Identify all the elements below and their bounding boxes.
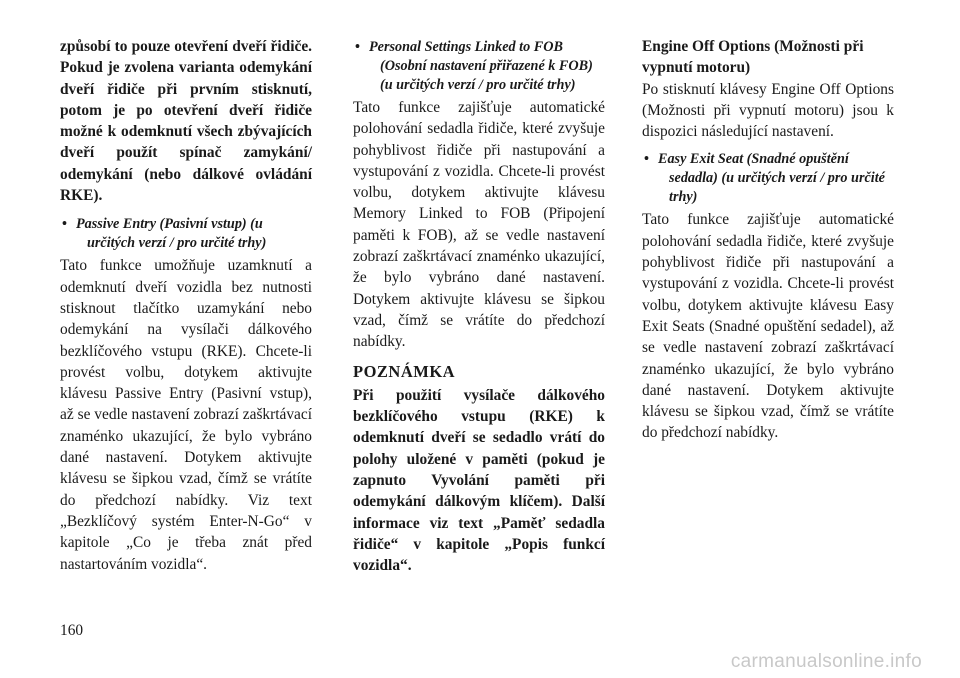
personal-settings-body: Tato funkce zajišťuje automatické polohování sedadla řidiče, které zvyšuje pohyblivost řidiče při nastupování a vystupování z vozidla. Chcete-li provést volbu, dotykem aktivujte klávesu Memory Linked to FOB (Připojení paměti k FOB), až se vedle nastavení zobrazí zaškrtávací znaménko ukazující, že bylo vybráno dané nastavení. Dotykem aktivujte klávesu se šipkou vzad, čímž se vrátíte do předchozí nabídky. [353,99,605,351]
passive-entry-body: Tato funkce umožňuje uzamknutí a odemknutí dveří vozidla bez nutnosti stisknout tlačítko uzamykání nebo odemykání na vysílači dálkového bezklíčového vstupu (RKE). Chcete-li provést volbu, dotykem aktivujte klávesu Passive Entry (Pasivní vstup), až se vedle nastavení zobrazí zaškrtávací znaménko ukazující, že bylo vybráno dané nastavení. Dotykem aktivujte klávesu se šipkou vzad, čímž se vrátíte do předchozí nabídky. Viz text „Bezklíčový systém Enter-N-Go“ v kapitole „Co je třeba znát před nastartováním vozidla“. [60,257,312,573]
bullet-icon: • [644,151,649,168]
bullet-icon: • [62,216,67,233]
bullet-title-line: Easy Exit Seat (Snadné opuštění [658,151,849,168]
easy-exit-bullet [642,150,894,207]
engine-off-intro: Po stisknutí klávesy Engine Off Options (Možnosti při vypnutí motoru) jsou k dispozici následující nastavení. [642,80,894,141]
column1-intro: způsobí to pouze otevření dveří řidiče. Pokud je zvolena varianta odemykání dveří řidiče při prvním stisknutí, potom je po otevření dveří řidiče možné k odemknutí všech zbývajících dveří použít spínač zamykání/ odemykání (nebo dálkové ovládání RKE). [60,38,312,205]
column-3 [642,36,894,444]
bullet-icon: • [355,39,360,55]
bullet-title-line: sedadla) (u určitých verzí / pro určité [669,170,885,187]
bullet-title-line: (u určitých verzí / pro určité trhy) [380,77,576,93]
note-body: Při použití vysílače dálkového bezklíčového vstupu (RKE) k odemknutí dveří se sedadlo vrátí do polohy uložené v paměti (pokud je zapnuto Vyvolání paměti při odemykání dálkovým klíčem). Další informace viz text „Paměť sedadla řidiče“ v kapitole „Popis funkcí vozidla“. [353,386,605,575]
bullet-title-line: určitých verzí / pro určité trhy) [87,235,267,252]
bullet-title-line: Personal Settings Linked to FOB [369,39,563,55]
engine-off-heading: Engine Off Options (Možnosti při vypnutí motoru) [642,38,864,77]
note-heading: POZNÁMKA [353,361,456,381]
column-1 [60,36,312,575]
easy-exit-body: Tato funkce zajišťuje automatické polohování sedadla řidiče, které zvyšuje pohyblivost řidiče při nastupování a vystupování z vozidla. Chcete-li provést volbu, dotykem aktivujte klávesu Easy Exit Seats (Snadné opuštění sedadel), až se vedle nastavení zobrazí zaškrtávací znaménko ukazující, že bylo vybráno dané nastavení. Dotykem aktivujte klávesu se šipkou vzad, čímž se vrátíte do předchozí nabídky. [642,211,894,442]
bullet-title-line: (Osobní nastavení přiřazené k FOB) [380,58,593,74]
bullet-title-line: trhy) [669,189,698,206]
watermark: carmanualsonline.info [730,651,922,672]
passive-entry-bullet [60,215,312,253]
column-2 [353,36,605,577]
personal-settings-bullet [353,38,605,95]
page-number: 160 [60,622,84,639]
bullet-title-line: Passive Entry (Pasivní vstup) (u [76,216,263,233]
